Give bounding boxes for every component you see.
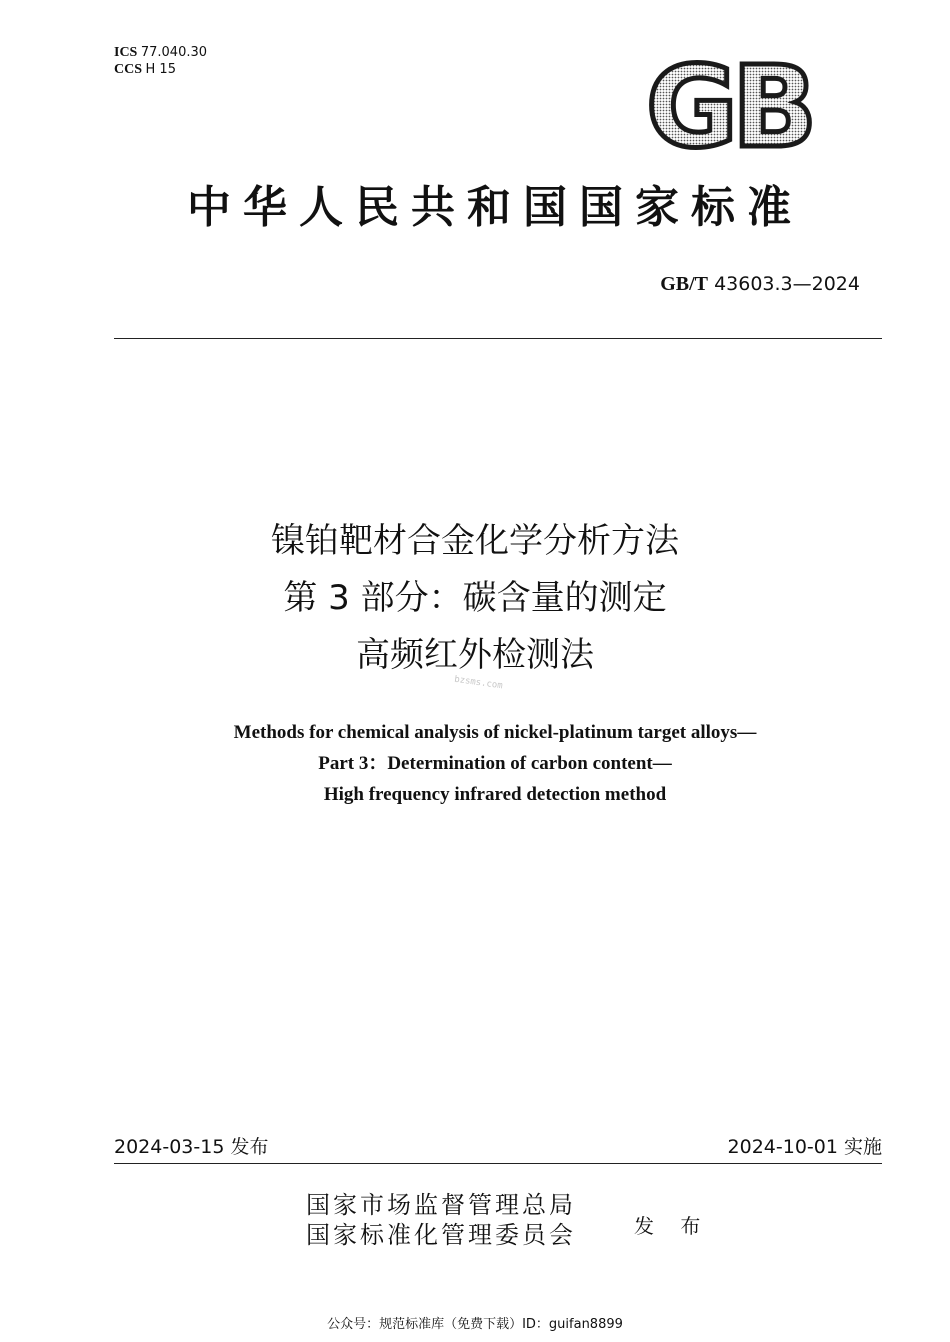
release-date: 2024-03-15 发布 [114,1136,269,1158]
chinese-title [0,513,950,684]
bottom-divider [114,1163,882,1164]
english-title-line-1: Methods for chemical analysis of nickel-platinum target alloys— [233,722,757,743]
gb-logo [644,58,834,154]
issuing-authorities [306,1190,576,1250]
standard-prefix: GB/T [660,273,709,295]
issuer-samr: 国家市场监督管理总局 [306,1191,576,1219]
ccs-value: H 15 [145,62,176,77]
gb-logo-text: GB [646,58,812,154]
national-standard-title: 中华人民共和国国家标准 [187,182,803,233]
issue-label: 发 布 [634,1214,711,1238]
top-divider [114,338,882,339]
ics-label: ICS [114,45,138,60]
english-title [0,717,950,810]
watermark: bzsms.com [453,674,504,692]
chinese-title-line-1: 镍铂靶材合金化学分析方法 [271,521,679,561]
chinese-title-line-2: 第 3 部分：碳含量的测定 [283,578,667,618]
english-title-line-2: Part 3：Determination of carbon content— [318,753,672,774]
ics-value: 77.040.30 [140,45,208,60]
classification-codes [114,44,207,78]
ics-code [114,44,207,61]
footer-note: 公众号：规范标准库（免费下载）ID：guifan8899 [327,1317,623,1332]
english-title-line-3: High frequency infrared detection method [323,784,667,805]
standard-number [660,272,860,296]
ccs-code [114,61,207,78]
chinese-title-line-3: 高频红外检测法 [356,635,594,675]
implementation-date: 2024-10-01 实施 [727,1136,882,1158]
issuer-sac: 国家标准化管理委员会 [306,1221,576,1249]
standard-code: 43603.3—2024 [714,273,860,295]
ccs-label: CCS [114,62,143,77]
